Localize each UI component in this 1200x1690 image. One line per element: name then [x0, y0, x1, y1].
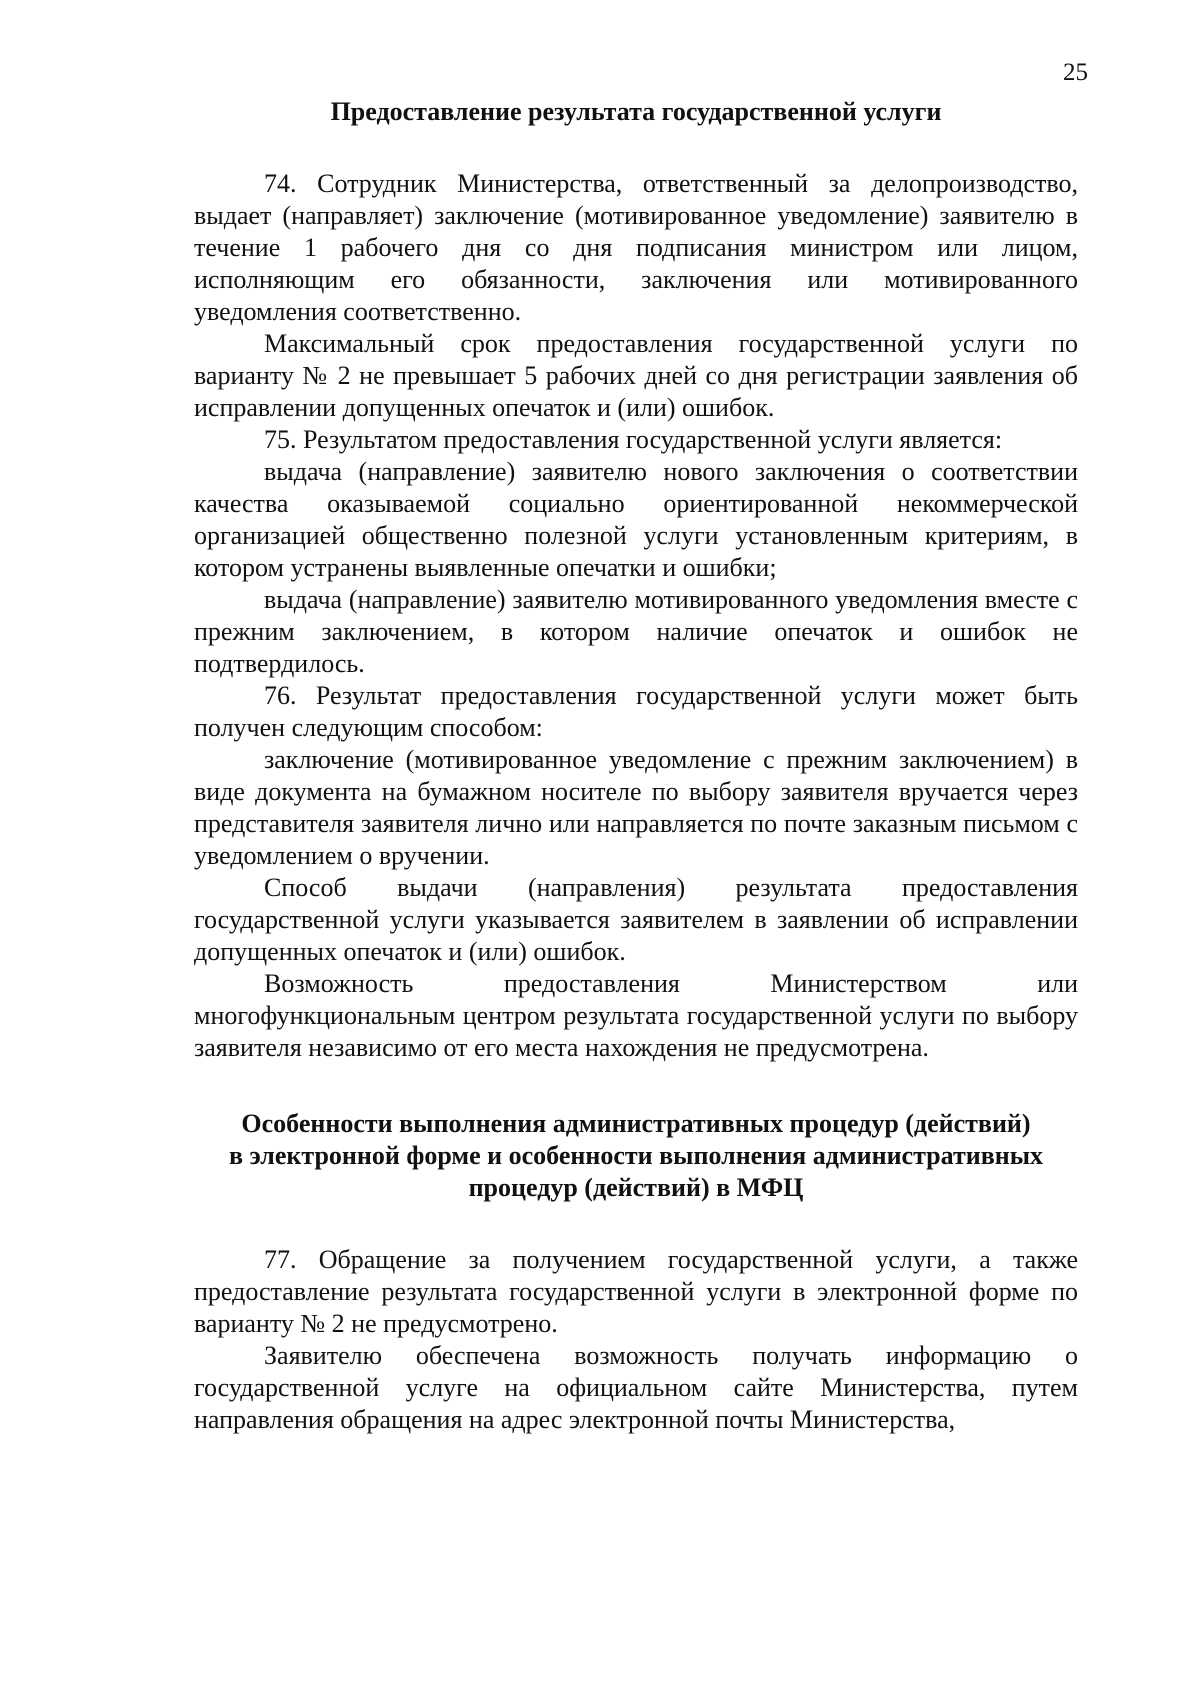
- paragraph-75: 75. Результатом предоставления государственной услуги является:: [264, 425, 1003, 454]
- paragraph-motivated-notice: выдача (направление) заявителю мотивированного уведомления вместе с прежним заключением, в котором наличие опечаток и ошибок не подтвердилось.: [194, 585, 1078, 678]
- paragraph-76: 76. Результат предоставления государственной услуги может быть получен следующим способом:: [194, 681, 1078, 742]
- paragraph-paper-document: заключение (мотивированное уведомление с прежним заключением) в виде документа на бумажном носителе по выбору заявителя вручается через представителя заявителя лично или направляется по почте заказным письмом с уведомлением о вручении.: [194, 745, 1078, 870]
- paragraph-77: 77. Обращение за получением государственной услуги, а также предоставление результата государственной услуги в электронной форме по варианту № 2 не предусмотрено.: [194, 1245, 1078, 1338]
- spacer: [194, 128, 1078, 168]
- paragraph-information-access: Заявителю обеспечена возможность получать информацию о государственной услуге на официальном сайте Министерства, путем направления обращения на адрес электронной почты Министерства,: [194, 1341, 1078, 1434]
- section-heading-line: Особенности выполнения административных процедур (действий): [241, 1109, 1031, 1138]
- section-heading-result: Предоставление результата государственной услуги: [330, 97, 942, 126]
- section-heading-line: процедур (действий) в МФЦ: [468, 1173, 804, 1202]
- document-content: [194, 96, 1078, 1436]
- section-heading-electronic: [194, 1108, 1078, 1204]
- paragraph-extraterritorial: Возможность предоставления Министерством или многофункциональным центром результата государственной услуги по выбору заявителя независимо от его места нахождения не предусмотрена.: [194, 969, 1078, 1062]
- spacer: [194, 1204, 1078, 1244]
- paragraph-delivery-method: Способ выдачи (направления) результата предоставления государственной услуги указывается заявителем в заявлении об исправлении допущенных опечаток и (или) ошибок.: [194, 873, 1078, 966]
- spacer: [194, 1064, 1078, 1108]
- paragraph-74: 74. Сотрудник Министерства, ответственный за делопроизводство, выдает (направляет) заключение (мотивированное уведомление) заявителю в течение 1 рабочего дня со дня подписания министром или лицом, исполняющим его обязанности, заключения или мотивированного уведомления соответственно.: [194, 169, 1078, 326]
- paragraph-new-conclusion: выдача (направление) заявителю нового заключения о соответствии качества оказываемой социально ориентированной некоммерческой организацией общественно полезной услуги установленным критериям, в котором устранены выявленные опечатки и ошибки;: [194, 457, 1078, 582]
- section-heading-line: в электронной форме и особенности выполнения административных: [228, 1141, 1044, 1170]
- page-number: 25: [1063, 59, 1088, 86]
- paragraph-max-term: Максимальный срок предоставления государственной услуги по варианту № 2 не превышает 5 рабочих дней со дня регистрации заявления об исправлении допущенных опечаток и (или) ошибок.: [194, 329, 1078, 422]
